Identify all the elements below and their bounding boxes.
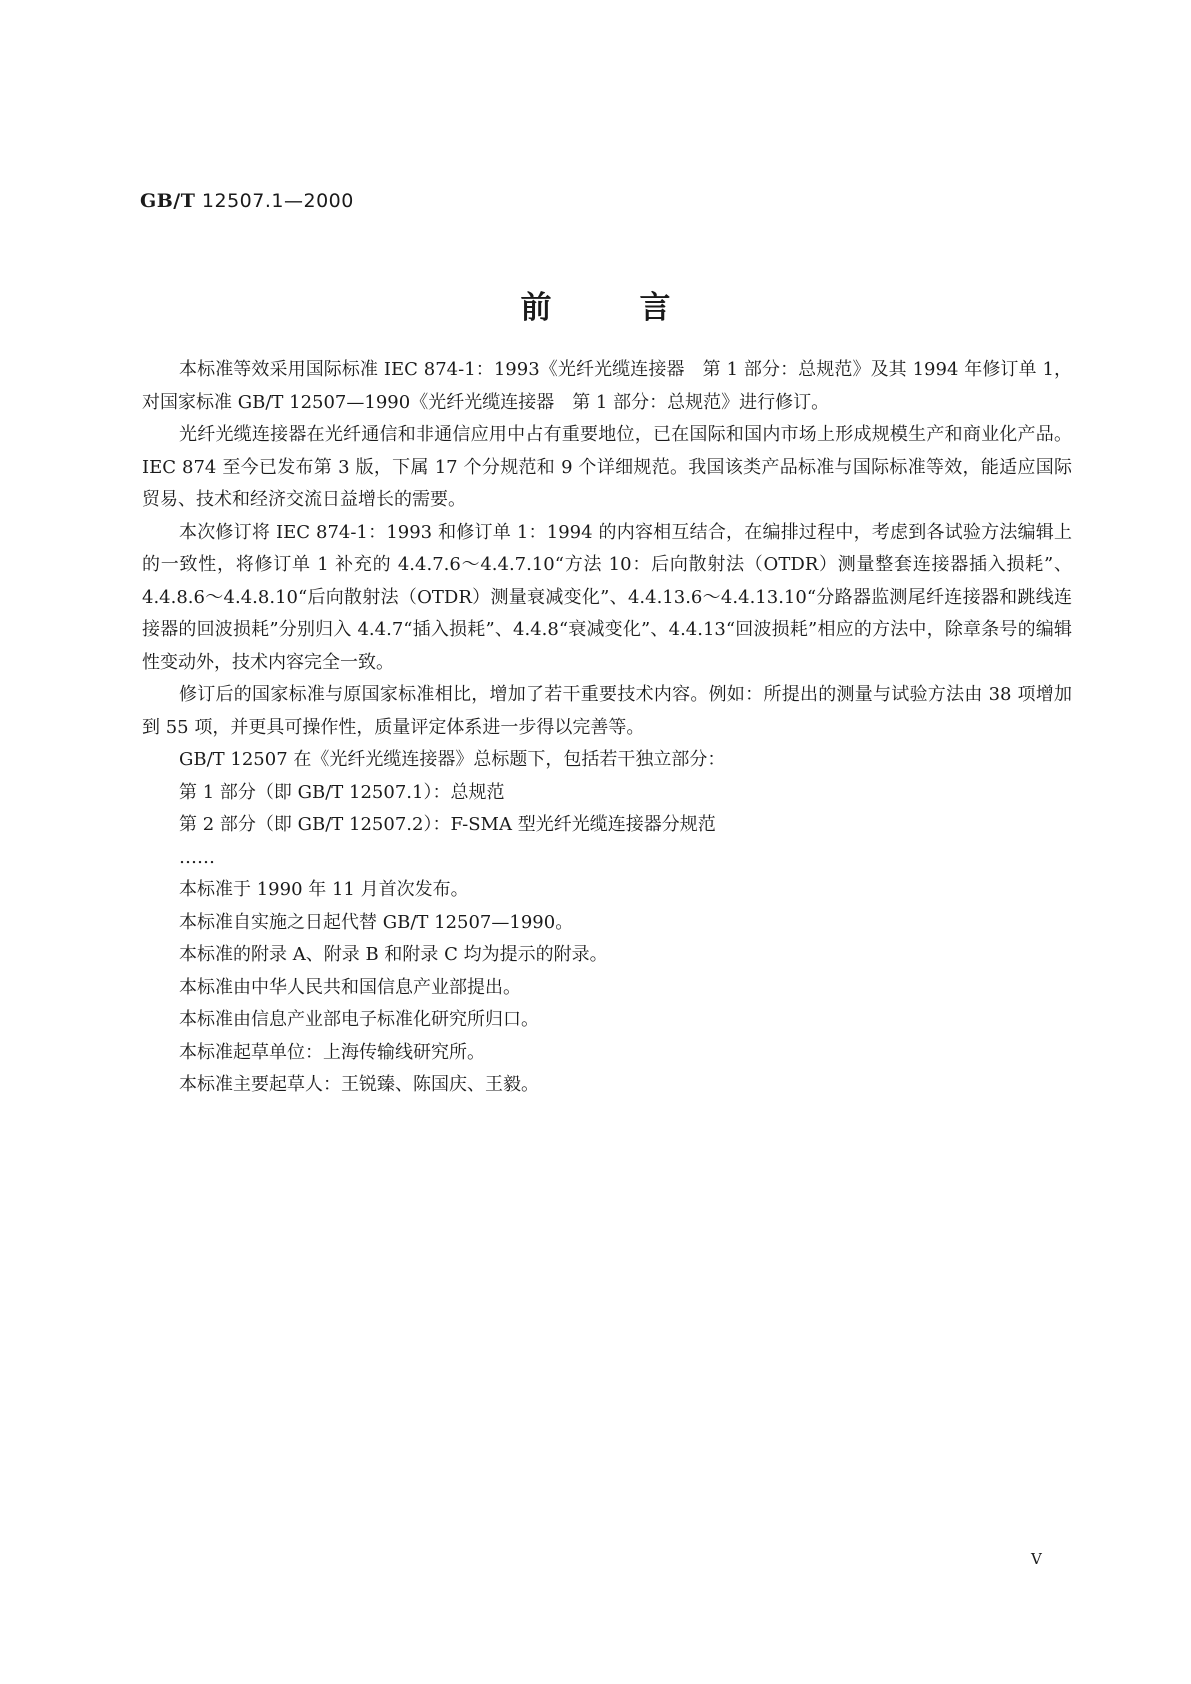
paragraph: 光纤光缆连接器在光纤通信和非通信应用中占有重要地位，已在国际和国内市场上形成规模生产和商业化产品。IEC 874 至今已发布第 3 版，下属 17 个分规范和 9 个详细规范。我国该类产品标准与国际标准等效，能适应国际贸易、技术和经济交流日益增长的需要。: [142, 424, 1072, 510]
paragraph-line: 本标准的附录 A、附录 B 和附录 C 均为提示的附录。: [179, 944, 608, 965]
paragraph: 修订后的国家标准与原国家标准相比，增加了若干重要技术内容。例如：所提出的测量与试验方法由 38 项增加到 55 项，并更具可操作性，质量评定体系进一步得以完善等。: [142, 684, 1072, 738]
page-number: V: [1031, 1550, 1042, 1568]
ellipsis-line: ……: [179, 846, 215, 868]
paragraph-line: 本标准自实施之日起代替 GB/T 12507—1990。: [179, 911, 574, 933]
paragraph-line: GB/T 12507 在《光纤光缆连接器》总标题下，包括若干独立部分：: [179, 749, 726, 770]
paragraph-line: 本标准于 1990 年 11 月首次发布。: [179, 879, 469, 900]
paragraph-line: 本标准由信息产业部电子标准化研究所归口。: [179, 1009, 539, 1030]
paragraph-line: 第 2 部分（即 GB/T 12507.2）：F-SMA 型光纤光缆连接器分规范: [179, 814, 716, 835]
standard-code: [140, 190, 354, 212]
paragraph-line: 本标准起草单位：上海传输线研究所。: [179, 1041, 485, 1063]
paragraph-line: 第 1 部分（即 GB/T 12507.1）：总规范: [179, 781, 505, 803]
page-title: 前言: [520, 290, 759, 326]
paragraph-line: 本标准主要起草人：王锐臻、陈国庆、王毅。: [179, 1074, 539, 1095]
standard-prefix: GB/T: [140, 190, 196, 212]
foreword-body: [142, 354, 1072, 1102]
paragraph: 本次修订将 IEC 874-1：1993 和修订单 1：1994 的内容相互结合，在编排过程中，考虑到各试验方法编辑上的一致性，将修订单 1 补充的 4.4.7.6～4.4.7.10“方法 10：后向散射法（OTDR）测量整套连接器插入损耗”、4.4.8.6～4.4.8.10“后向散射法（OTDR）测量衰减变化”、4.4.13.6～4.4.13.10“分路器监测尾纤连接器和跳线连接器的回波损耗”分别归入 4.4.7“插入损耗”、4.4.8“衰减变化”、4.4.13“回波损耗”相应的方法中，除章条号的编辑性变动外，技术内容完全一致。: [142, 521, 1072, 673]
paragraph-line: 本标准由中华人民共和国信息产业部提出。: [179, 976, 521, 998]
paragraph: 本标准等效采用国际标准 IEC 874-1：1993《光纤光缆连接器 第 1 部分：总规范》及其 1994 年修订单 1，对国家标准 GB/T 12507—1990《光纤光缆连接器 第 1 部分：总规范》进行修订。: [142, 359, 1072, 413]
standard-number: 12507.1—2000: [201, 190, 354, 212]
